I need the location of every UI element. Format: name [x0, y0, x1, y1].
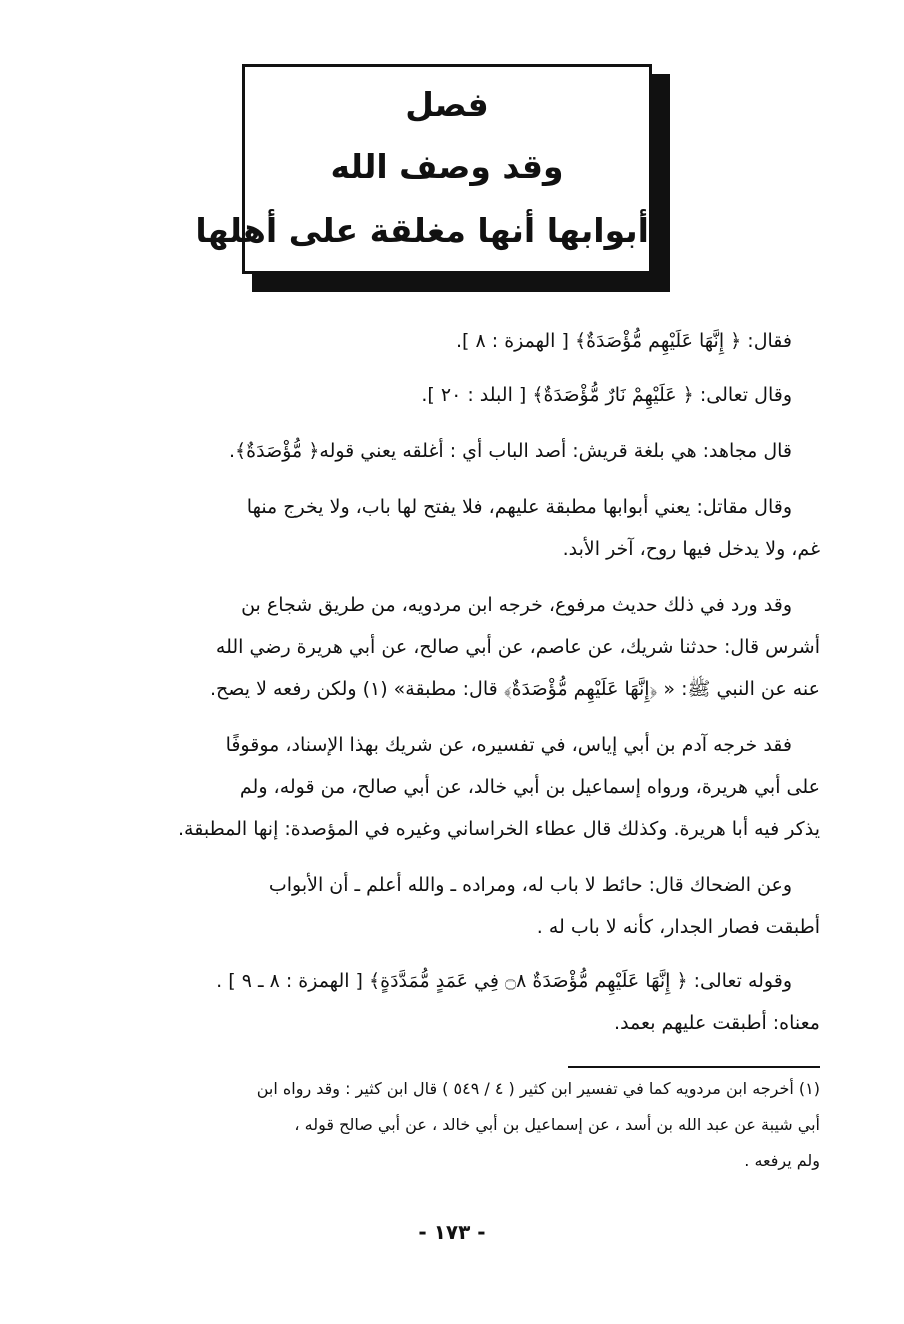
footnote-line-2: أبي شيبة عن عبد الله بن أسد ، عن إسماعيل بن أبي خالد ، عن أبي صالح قوله ،	[294, 1115, 820, 1134]
paragraph-2: وقال تعالى: ﴿ عَلَيْهِمْ نَارٌ مُّؤْصَدَةٌ﴾ [ البلد : ٢٠ ].	[421, 384, 792, 406]
paragraph-6-line-1: فقد خرجه آدم بن أبي إياس، في تفسيره، عن شريك بهذا الإسناد، موقوفًا	[225, 734, 792, 756]
chapter-title-line-2: وقد وصف الله	[330, 147, 564, 186]
paragraph-7-line-1: وعن الضحاك قال: حائط لا باب له، ومراده ـ والله أعلم ـ أن الأبواب	[268, 874, 792, 896]
paragraph-8-line-1: وقوله تعالى: ﴿ إِنَّهَا عَلَيْهِم مُّؤْصَدَةٌ ۝٨ فِي عَمَدٍ مُّمَدَّدَةٍ﴾ [ الهمزة : ٨ ـ ٩ ] .	[216, 970, 792, 992]
paragraph-7-line-2: أطبقت فصار الجدار، كأنه لا باب له .	[536, 916, 820, 938]
paragraph-6-line-2: على أبي هريرة، ورواه إسماعيل بن أبي خالد، عن أبي صالح، من قوله، ولم	[239, 776, 820, 798]
paragraph-5-line-3: عنه عن النبي ﷺ: « ﴿إِنَّهَا عَلَيْهِم مُّؤْصَدَةٌ﴾ قال: مطبقة» (١) ولكن رفعه لا يصح.	[210, 678, 820, 700]
paragraph-1: فقال: ﴿ إِنَّهَا عَلَيْهِم مُّؤْصَدَةٌ﴾ [ الهمزة : ٨ ].	[456, 330, 792, 352]
paragraph-8-line-2: معناه: أطبقت عليهم بعمد.	[614, 1012, 820, 1034]
paragraph-6-line-3: يذكر فيه أبا هريرة. وكذلك قال عطاء الخراساني وغيره في المؤصدة: إنها المطبقة.	[178, 818, 820, 840]
chapter-title-line-3: أبوابها أنها مغلقة على أهلها	[195, 211, 649, 250]
page-number: - ١٧٣ -	[418, 1220, 486, 1244]
paragraph-5-line-1: وقد ورد في ذلك حديث مرفوع، خرجه ابن مردويه، من طريق شجاع بن	[241, 594, 792, 616]
footnote-line-1: (١) أخرجه ابن مردويه كما في تفسير ابن كثير ( ٤ / ٥٤٩ ) قال ابن كثير : وقد رواه ابن	[256, 1079, 820, 1098]
paragraph-4-line-2: غم، ولا يدخل فيها روح، آخر الأبد.	[562, 538, 820, 560]
chapter-title-line-1: فصل	[405, 85, 489, 124]
body-text	[70, 0, 820, 1060]
footnote-divider	[568, 1066, 820, 1068]
paragraph-3: قال مجاهد: هي بلغة قريش: أصد الباب أي : أغلقه يعني قوله﴿ مُّؤْصَدَةٌ﴾.	[228, 440, 792, 462]
paragraph-4-line-1: وقال مقاتل: يعني أبوابها مطبقة عليهم، فلا يفتح لها باب، ولا يخرج منها	[246, 496, 792, 518]
paragraph-5-line-2: أشرس قال: حدثنا شريك، عن عاصم، عن أبي صالح، عن أبي هريرة رضي الله	[215, 636, 820, 658]
footnote-line-3: ولم يرفعه .	[744, 1151, 820, 1170]
